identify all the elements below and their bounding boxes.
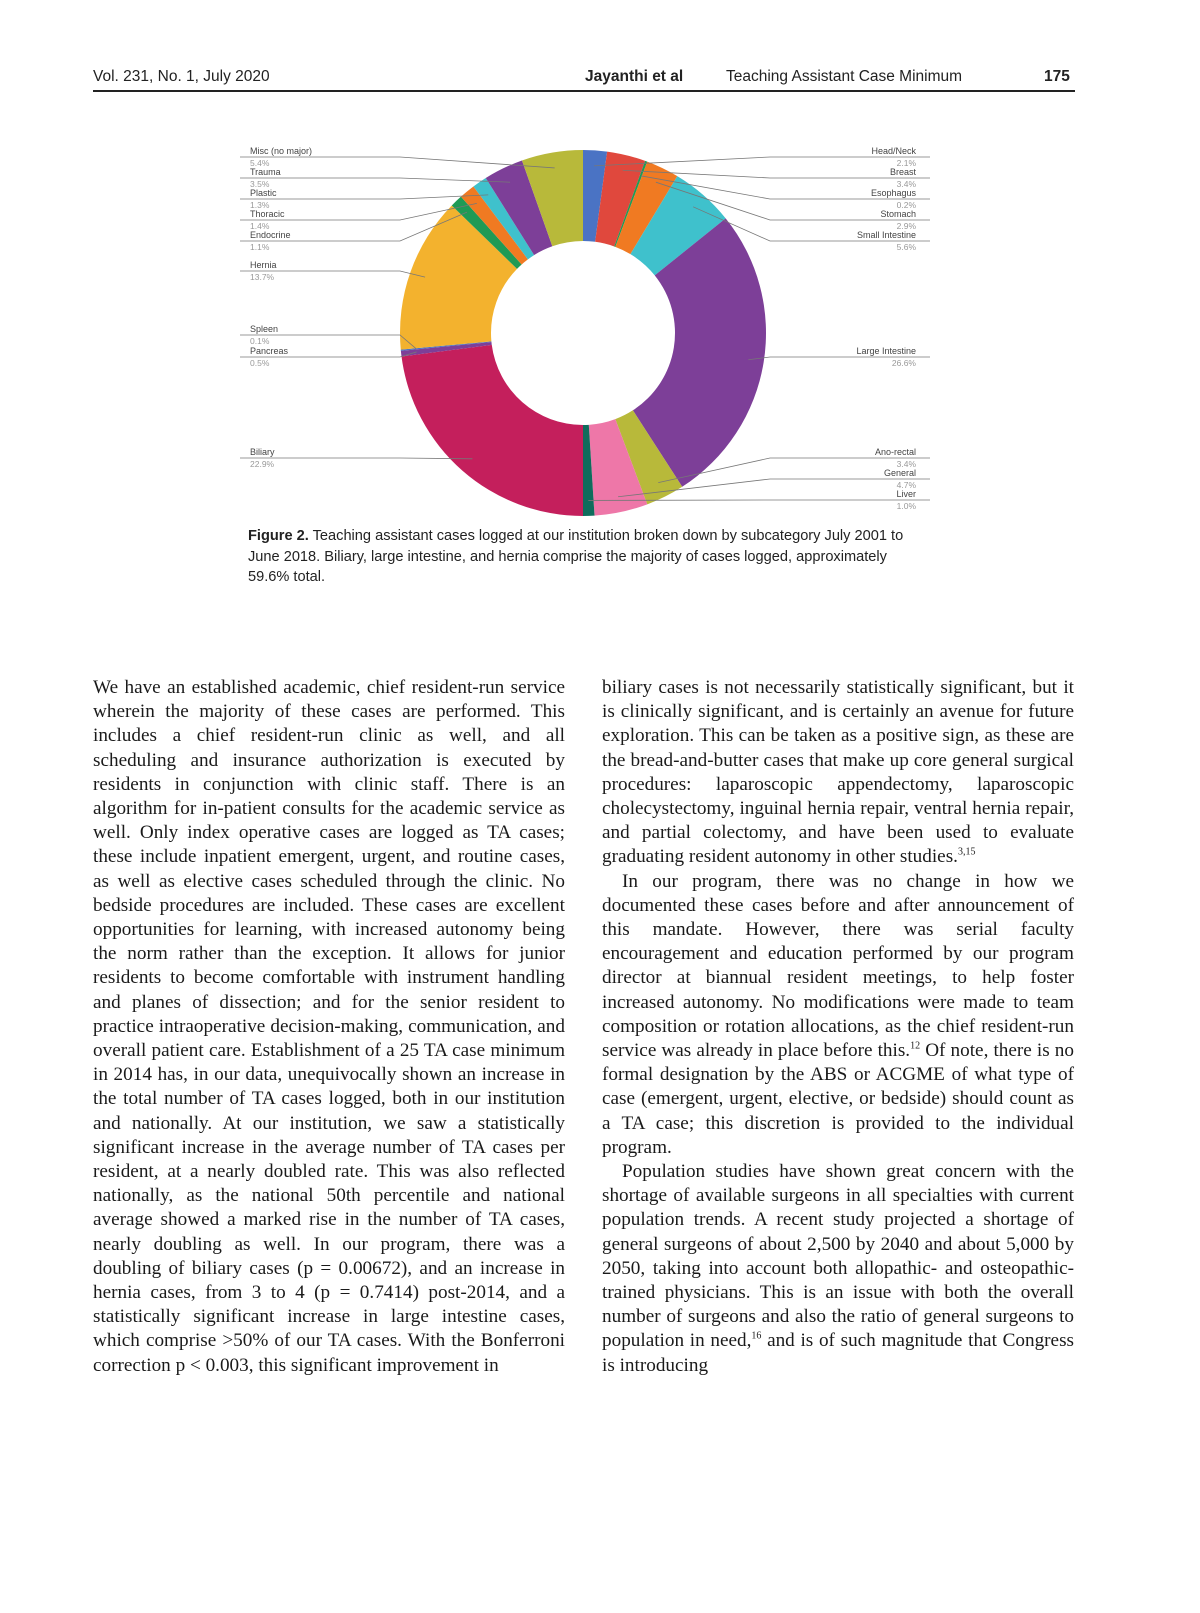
slice-percent: 5.4%	[250, 158, 270, 168]
slice-percent: 1.3%	[250, 200, 270, 210]
left-column	[93, 676, 565, 1378]
slice-percent: 5.6%	[896, 242, 916, 252]
running-authors: Jayanthi et al	[585, 68, 684, 85]
slice-percent: 1.1%	[250, 242, 270, 252]
citation[interactable]: 16	[751, 1331, 762, 1343]
leader-line	[240, 157, 555, 168]
slice-label: Hernia	[250, 260, 277, 270]
slice-biliary	[402, 345, 583, 516]
running-title: Teaching Assistant Case Minimum	[726, 68, 963, 85]
slice-percent: 0.1%	[250, 336, 270, 346]
slice-label: Ano-rectal	[874, 447, 916, 457]
slice-percent: 3.4%	[896, 459, 916, 469]
right-column	[602, 676, 1074, 1378]
paragraph-text: Population studies have shown great concern with the shortage of available surgeons in all specialties with current population trends. A recent study projected a shortage of general surgeons of about 2,500 by 2040 and about 5,000 by 2050, taking into account both allopathic- and osteopathic-trained physicians. This is an issue with both the overall number of surgeons and also the ratio of general surgeons to population in need,	[602, 1161, 1074, 1352]
slice-percent: 1.0%	[896, 501, 916, 511]
slice-label: Misc (no major)	[250, 146, 313, 156]
slice-label: Biliary	[250, 447, 275, 457]
slice-label: Liver	[896, 489, 916, 499]
journal-volume: Vol. 231, No. 1, July 2020	[93, 68, 270, 85]
leader-line	[240, 195, 488, 199]
paragraph-text: Of note, there is no formal designation by the ABS or ACGME of what type of case (emergent, urgent, elective, or bedside) should count as a TA case; this discretion is provided to the individual program.	[602, 1040, 1074, 1158]
leader-line	[240, 178, 510, 182]
slice-label: Head/Neck	[871, 146, 916, 156]
slice-label: Breast	[889, 167, 916, 177]
paragraph-text: biliary cases is not necessarily statistically significant, but it is clinically significant, and is certainly an avenue for future exploration. This can be taken as a positive sign, as these are the bread-and-butter cases that make up core general surgical procedures: laparoscopic appendectomy, laparoscopic cholecystectomy, inguinal hernia repair, ventral hernia repair, and partial colectomy, and have been used to evaluate graduating resident autonomy in other studies.	[602, 677, 1074, 868]
figure-caption	[248, 526, 920, 588]
slice-percent: 4.7%	[896, 480, 916, 490]
caption-text: Teaching assistant cases logged at our institution broken down by subcategory July 2001 to June 2018. Biliary, large intestine, and hernia comprise the majority of cases logged, approximately 59.6% total.	[248, 528, 904, 585]
slice-percent: 2.9%	[896, 221, 916, 231]
paragraph	[602, 1160, 1074, 1378]
paragraph	[602, 870, 1074, 1160]
paragraph: We have an established academic, chief resident-run service wherein the majority of these cases are performed. This includes a chief resident-run clinic as well, and all scheduling and insurance authorization is executed by residents in conjunction with clinic staff. There is an algorithm for in-patient consults for the academic service as well. Only index operative cases are logged as TA cases; these include inpatient emergent, urgent, and routine cases, as well as elective cases scheduled through the clinic. No bedside procedures are included. These cases are excellent opportunities for learning, with increased autonomy being the norm rather than the exception. It allows for junior residents to become comfortable with instrument handling and planes of dissection; and for the senior resident to practice intraoperative decision-making, communication, and overall patient care. Establishment of a 25 TA case minimum in 2014 has, in our data, unequivocally shown an increase in the total number of TA cases logged, both in our institution and nationally. At our institution, we saw a statistically significant increase in the average number of TA cases per resident, at a nearly doubled rate. This was also reflected nationally, as the national 50th percentile and national average showed a marked rise in the number of TA cases, nearly doubling as well. In our program, there was a doubling of biliary cases (p = 0.00672), and an increase in hernia cases, from 3 to 4 (p = 0.7414) post-2014, and a statistically significant increase in large intestine cases, which comprise >50% of our TA cases. With the Bonferroni correction p < 0.003, this significant improvement in	[93, 677, 565, 1376]
paragraph-text: and is of such magnitude that Congress is introducing	[602, 1330, 1075, 1376]
citation[interactable]: 12	[910, 1040, 921, 1052]
slice-percent: 26.6%	[891, 358, 916, 368]
slice-label: General	[883, 468, 916, 478]
slice-percent: 2.1%	[896, 158, 916, 168]
slice-label: Trauma	[250, 167, 281, 177]
figure-label: Figure 2.	[248, 528, 309, 544]
paragraph	[602, 676, 1074, 870]
leader-line	[240, 458, 472, 459]
slice-label: Esophagus	[870, 188, 916, 198]
header-rule	[93, 90, 1075, 92]
slice-label: Stomach	[880, 209, 916, 219]
slice-percent: 13.7%	[250, 272, 275, 282]
slice-label: Spleen	[250, 324, 279, 334]
slice-label: Thoracic	[250, 209, 285, 219]
slice-percent: 3.4%	[896, 179, 916, 189]
slice-label: Small Intestine	[856, 230, 916, 240]
slice-percent: 1.4%	[250, 221, 270, 231]
slice-label: Large Intestine	[856, 346, 916, 356]
page-number: 175	[1044, 68, 1070, 85]
paragraph-text: In our program, there was no change in how we documented these cases before and after announcement of this mandate. However, there was serial faculty encouragement and education performed by our program director at biannual resident meetings, to help foster increased autonomy. No modifications were made to team composition or rotation allocations, as the chief resident-run service was already in place before this.	[602, 870, 1074, 1062]
slice-label: Endocrine	[250, 230, 291, 240]
slice-label: Pancreas	[250, 346, 289, 356]
citation[interactable]: 3,15	[957, 847, 976, 859]
donut-chart	[240, 140, 930, 520]
slice-label: Plastic	[250, 188, 277, 198]
slice-percent: 22.9%	[250, 459, 275, 469]
slice-percent: 3.5%	[250, 179, 270, 189]
slice-percent: 0.5%	[250, 358, 270, 368]
slice-percent: 0.2%	[896, 200, 916, 210]
